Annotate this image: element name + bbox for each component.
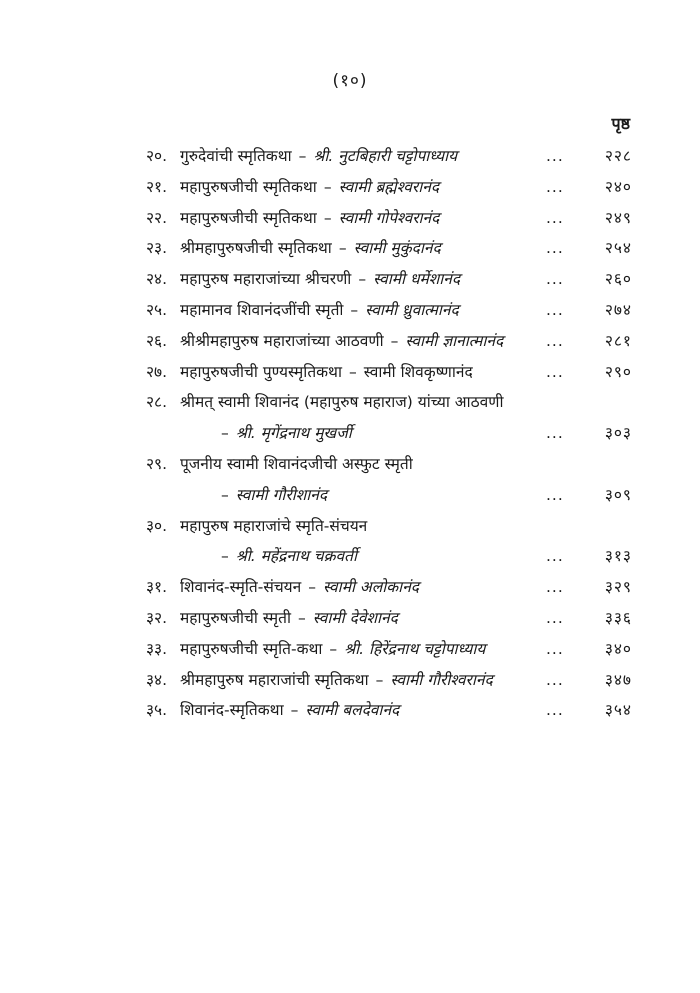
toc-entry[interactable] [146,326,632,357]
entry-dash: – [290,701,299,720]
entry-dash: – [350,300,359,319]
leader-dots: ... [546,239,564,258]
entry-number: ३५. [146,701,168,720]
entry-title: महापुरुषजीची स्मृतिकथा [180,177,317,196]
leader-dots: ... [546,177,564,196]
toc-entry[interactable] [146,695,632,726]
leader-dots: ... [546,331,564,350]
entry-author: श्री. हिरेंद्रनाथ चट्टोपाध्याय [344,639,486,658]
toc-entry[interactable] [146,172,632,203]
entry-dash: – [375,670,384,689]
entry-dash: – [329,639,338,658]
entry-page: २८१ [604,331,632,350]
entry-page: २५४ [604,239,632,258]
entry-number: २९. [146,454,168,473]
toc-entry[interactable] [146,264,632,295]
entry-number: २७. [146,362,168,381]
entry-title: शिवानंद-स्मृति-संचयन [180,578,302,597]
toc-entry[interactable] [146,357,632,388]
toc-entry[interactable] [146,572,632,603]
entry-author: स्वामी देवेशानंद [312,608,398,627]
entry-page: २४९ [604,208,632,227]
entry-page: ३२९ [604,578,632,597]
entry-title: महापुरुषजीची स्मृतिकथा [180,208,317,227]
leader-dots: ... [546,362,564,381]
entry-author: स्वामी अलोकानंद [323,578,420,597]
toc-entry[interactable] [146,295,632,326]
leader-dots: ... [546,208,564,227]
entry-dash: – [298,147,307,165]
leader-dots: ... [546,608,564,627]
entry-number: २०. [146,147,168,165]
entry-page: ३०३ [604,424,632,443]
entry-author: श्री. नुटबिहारी चट्टोपाध्याय [313,147,458,165]
leader-dots: ... [546,147,564,165]
entry-page: ३४७ [604,670,632,689]
entry-author: स्वामी ध्रुवात्मानंद [365,300,459,319]
leader-dots: ... [546,270,564,289]
entry-author: स्वामी गौरीशानंद [235,485,328,504]
toc-entry[interactable] [146,141,632,172]
entry-number: ३३. [146,639,168,658]
page-number: (१०) [332,71,368,91]
entry-number: ३०. [146,516,168,535]
entry-dash: – [221,485,229,504]
entry-author: स्वामी शिवकृष्णानंद [363,362,473,381]
toc-entry[interactable] [146,665,632,696]
entry-title: श्रीमहापुरुष महाराजांची स्मृतिकथा [180,670,369,689]
entry-page: ३०९ [604,485,632,504]
entry-title: महापुरुषजीची पुण्यस्मृतिकथा [180,362,342,381]
entry-title: महापुरुषजीची स्मृती [180,608,291,627]
entry-title: पूजनीय स्वामी शिवानंदजीची अस्फुट स्मृती [180,454,413,473]
entry-dash: – [323,177,332,196]
entry-page: २७४ [604,300,632,319]
toc-entry[interactable] [146,387,632,449]
toc-entry[interactable] [146,449,632,511]
entry-page: ३३६ [604,608,632,627]
entry-dash: – [221,424,229,443]
entry-title: महापुरुष महाराजांच्या श्रीचरणी [180,270,352,289]
toc-entry[interactable] [146,233,632,264]
toc-entry[interactable] [146,603,632,634]
entry-number: ३१. [146,578,168,597]
entry-title: श्रीश्रीमहापुरुष महाराजांच्या आठवणी [180,331,384,350]
entry-page: ३४० [604,639,632,658]
entry-author: स्वामी ज्ञानात्मानंद [405,331,504,350]
entry-number: ३२. [146,608,168,627]
table-of-contents [146,141,632,726]
entry-dash: – [348,362,357,381]
entry-title: श्रीमहापुरुषजीची स्मृतिकथा [180,239,332,258]
entry-author: श्री. महेंद्रनाथ चक्रवर्ती [235,547,357,566]
entry-author: स्वामी बलदेवानंद [305,701,400,720]
leader-dots: ... [546,578,564,597]
leader-dots: ... [546,670,564,689]
entry-dash: – [298,608,306,627]
entry-title: महामानव शिवानंदजींची स्मृती [180,300,344,319]
entry-number: २२. [146,208,168,227]
toc-entry[interactable] [146,634,632,665]
leader-dots: ... [546,547,564,566]
entry-number: २६. [146,331,168,350]
entry-number: २३. [146,239,168,258]
entry-dash: – [358,270,367,289]
entry-number: २८. [146,393,168,412]
entry-title: महापुरुषजीची स्मृति-कथा [180,639,323,658]
entry-author: स्वामी ब्रह्मेश्वरानंद [338,177,440,196]
entry-dash: – [308,578,317,597]
entry-author: स्वामी धर्मेशानंद [373,270,461,289]
leader-dots: ... [546,300,564,319]
entry-page: ३१३ [604,547,632,566]
leader-dots: ... [546,424,564,443]
entry-title: शिवानंद-स्मृतिकथा [180,701,284,720]
entry-dash: – [338,239,347,258]
entry-author: स्वामी गोपेश्वरानंद [338,208,440,227]
leader-dots: ... [546,639,564,658]
entry-page: २२८ [604,147,632,165]
entry-title: श्रीमत् स्वामी शिवानंद (महापुरुष महाराज) यांच्या आठवणी [180,393,504,412]
entry-author: स्वामी गौरीश्वरानंद [390,670,493,689]
entry-page: २४० [604,177,632,196]
entry-number: २५. [146,300,168,319]
entry-number: ३४. [146,670,168,689]
entry-author: स्वामी मुकुंदानंद [353,239,441,258]
entry-dash: – [323,208,332,227]
entry-title: महापुरुष महाराजांचे स्मृति-संचयन [180,516,368,535]
entry-title: गुरुदेवांची स्मृतिकथा [180,147,292,165]
entry-page: २९० [604,362,632,381]
leader-dots: ... [546,701,564,720]
entry-page: २६० [604,270,632,289]
entry-number: २१. [146,177,168,196]
toc-entry[interactable] [146,511,632,573]
entry-number: २४. [146,270,168,289]
entry-dash: – [221,547,229,566]
leader-dots: ... [546,485,564,504]
entry-dash: – [390,331,399,350]
entry-author: श्री. मृगेंद्रनाथ मुखर्जी [235,424,352,443]
toc-entry[interactable] [146,203,632,234]
entry-page: ३५४ [604,701,632,720]
page-column-header: पृष्ठ [611,114,630,133]
